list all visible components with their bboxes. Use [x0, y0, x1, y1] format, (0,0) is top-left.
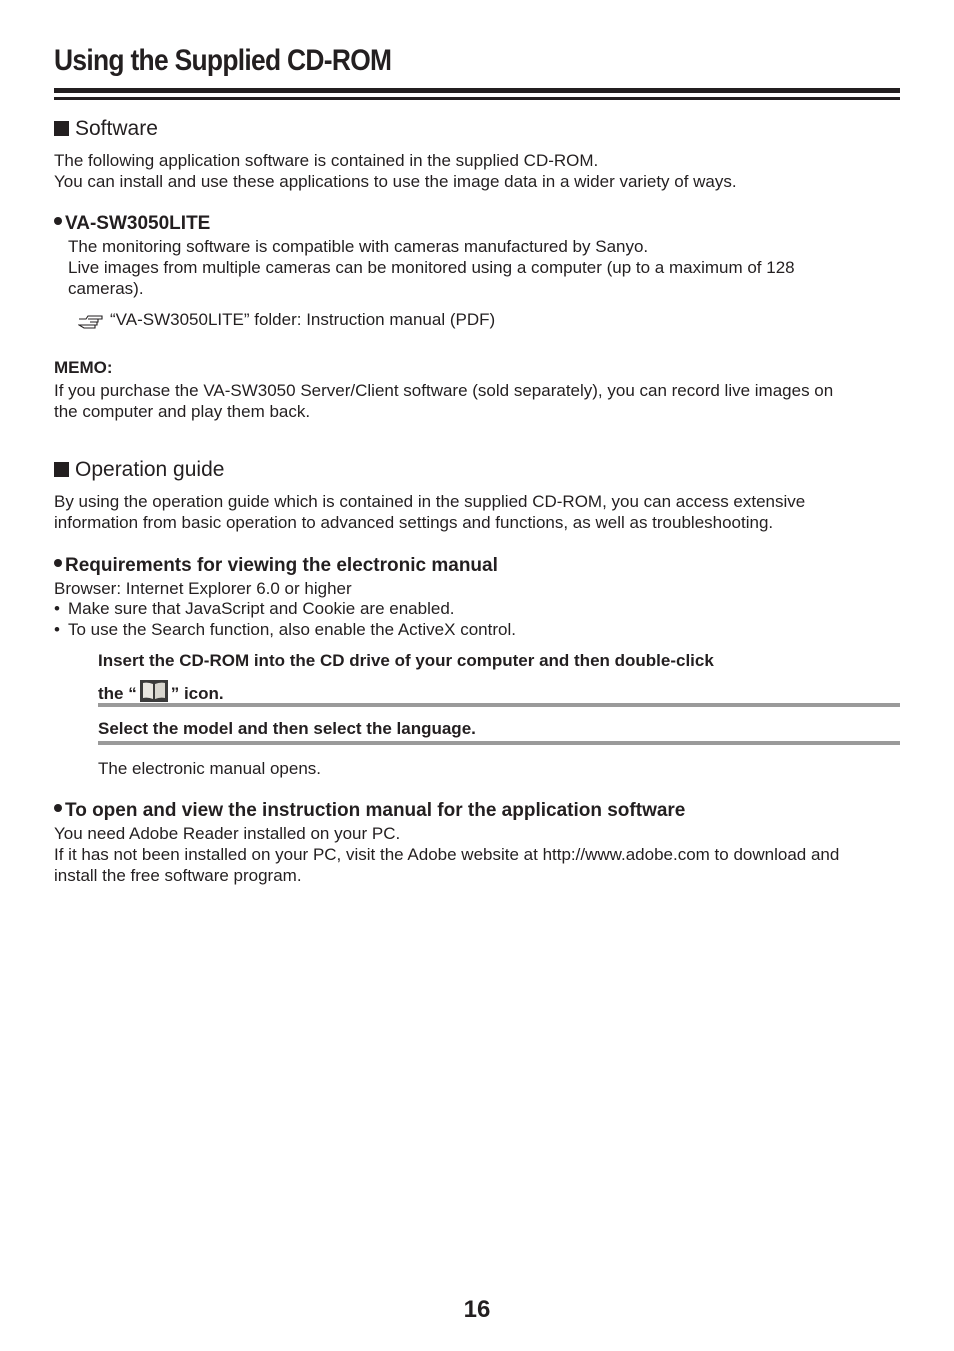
bullet-dot-icon	[54, 559, 62, 567]
open-manual-text: You need Adobe Reader installed on your PC. If it has not been installed on your PC, visit the Adobe website at http://www.adobe.com to download and install the free software program.	[54, 824, 840, 885]
step-1-line-2: the “ ” icon.	[98, 679, 224, 704]
operation-guide-intro: By using the operation guide which is contained in the supplied CD-ROM, you can access extensive information from basic operation to advanced settings and functions, as well as troubleshooting.	[54, 492, 806, 532]
page-title: Using the Supplied CD-ROM	[54, 44, 392, 77]
reference-line: “VA-SW3050LITE” folder: Instruction manual (PDF)	[78, 309, 495, 330]
book-icon	[139, 679, 169, 703]
open-manual-heading: To open and view the instruction manual for the application software	[54, 800, 685, 822]
bullet-dot-icon	[54, 804, 62, 812]
list-item: • To use the Search function, also enable the ActiveX control.	[54, 619, 516, 639]
step-2: Select the model and then select the language.	[98, 719, 476, 738]
page-number: 16	[463, 1296, 491, 1323]
step-divider	[98, 741, 900, 745]
step-result: The electronic manual opens.	[98, 759, 322, 778]
va-sw3050lite-description: The monitoring software is compatible with cameras manufactured by Sanyo. Live images from multiple cameras can be monitored using a computer (up to a maximum of 128 cameras).	[68, 237, 795, 298]
bullet-dot-icon	[54, 217, 62, 225]
square-bullet-icon	[54, 462, 69, 477]
title-rule-thick	[54, 88, 900, 93]
pointing-hand-icon	[78, 313, 104, 329]
software-heading: Software	[54, 117, 158, 141]
software-intro: The following application software is contained in the supplied CD-ROM. You can install and use these applications to use the image data in a wider variety of ways.	[54, 151, 737, 191]
step-divider	[98, 703, 900, 707]
requirements-bullet-list	[54, 599, 516, 640]
title-rule-thin	[54, 97, 900, 100]
memo-text: If you purchase the VA-SW3050 Server/Client software (sold separately), you can record live images on the computer and play them back.	[54, 381, 834, 421]
requirements-heading: Requirements for viewing the electronic manual	[54, 555, 498, 577]
memo-heading: MEMO:	[54, 358, 113, 377]
va-sw3050lite-heading: VA-SW3050LITE	[54, 213, 210, 235]
operation-guide-heading: Operation guide	[54, 458, 224, 482]
list-item: • Make sure that JavaScript and Cookie are enabled.	[54, 599, 455, 618]
step-1-line-1: Insert the CD-ROM into the CD drive of your computer and then double-click	[98, 651, 714, 670]
browser-requirement: Browser: Internet Explorer 6.0 or higher	[54, 579, 352, 598]
square-bullet-icon	[54, 121, 69, 136]
